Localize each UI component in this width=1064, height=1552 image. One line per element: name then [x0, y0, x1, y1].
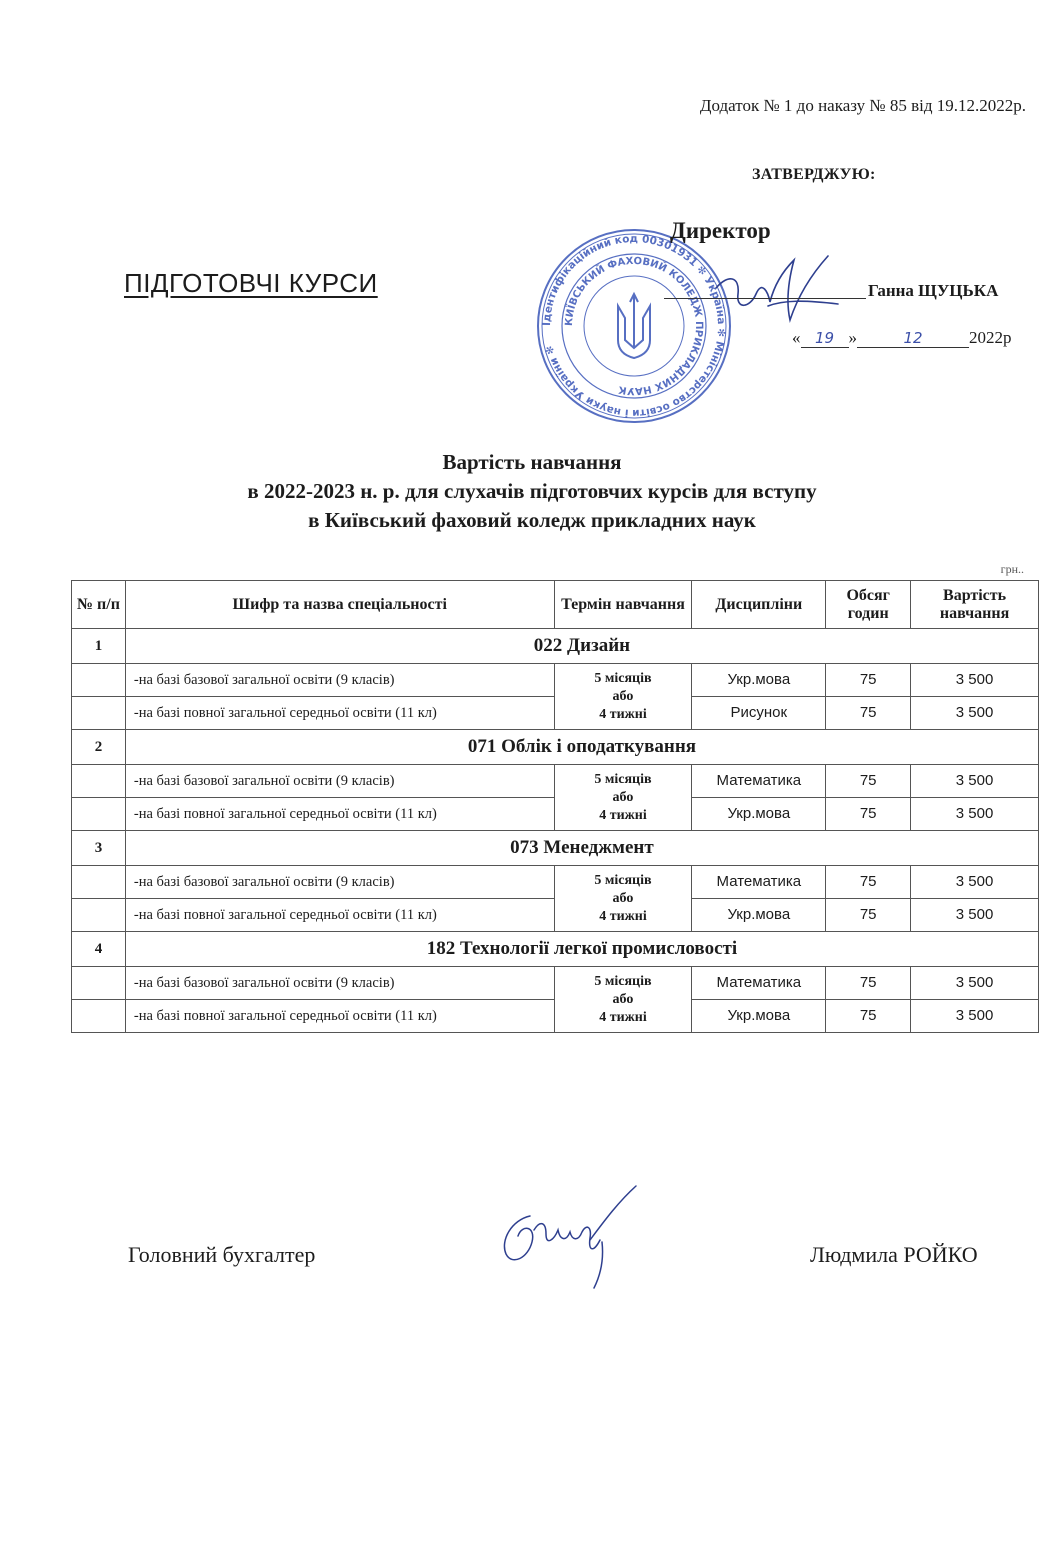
empty-cell	[72, 866, 126, 899]
specialty-row	[72, 932, 1039, 967]
title-line-2: в 2022-2023 н. р. для слухачів підготовчих курсів для вступу	[247, 479, 817, 503]
education-basis: -на базі базової загальної освіти (9 класів)	[125, 967, 554, 1000]
specialty-number: 1	[72, 629, 126, 664]
subject: Математика	[692, 866, 826, 899]
table-row	[72, 967, 1039, 1000]
table-row	[72, 664, 1039, 697]
education-basis: -на базі базової загальної освіти (9 класів)	[125, 866, 554, 899]
empty-cell	[72, 1000, 126, 1033]
specialty-name: 182 Технології легкої промисловості	[125, 932, 1038, 967]
education-basis: -на базі базової загальної освіти (9 класів)	[125, 664, 554, 697]
header-cost: Вартість навчання	[911, 581, 1039, 629]
specialty-number: 4	[72, 932, 126, 967]
term-line-2: або	[612, 890, 634, 906]
director-signature-line	[664, 298, 866, 299]
study-term	[554, 866, 692, 932]
term-line-1: 5 місяців	[594, 771, 652, 787]
term-line-3: 4 тижні	[599, 807, 647, 823]
specialty-name: 071 Облік і оподаткування	[125, 730, 1038, 765]
term-line-1: 5 місяців	[594, 872, 652, 888]
study-term	[554, 664, 692, 730]
specialty-row	[72, 730, 1039, 765]
date-year: 2022р	[969, 328, 1012, 347]
hours: 75	[826, 866, 911, 899]
cost: 3 500	[911, 1000, 1039, 1033]
accountant-signature	[482, 1180, 642, 1292]
education-basis: -на базі повної загальної середньої освіти (11 кл)	[125, 798, 554, 831]
hours: 75	[826, 1000, 911, 1033]
header-hours: Обсяг годин	[826, 581, 911, 629]
document-title	[0, 448, 1064, 535]
term-line-2: або	[612, 789, 634, 805]
study-term	[554, 765, 692, 831]
header-subjects: Дисципліни	[692, 581, 826, 629]
header-num: № п/п	[72, 581, 126, 629]
education-basis: -на базі повної загальної середньої освіти (11 кл)	[125, 899, 554, 932]
approval-label: ЗАТВЕРДЖУЮ:	[752, 166, 876, 183]
subject: Укр.мова	[692, 798, 826, 831]
official-stamp	[534, 226, 734, 426]
cost: 3 500	[911, 664, 1039, 697]
date-day: 19	[801, 329, 849, 348]
date-month: 12	[857, 329, 969, 348]
term-line-1: 5 місяців	[594, 973, 652, 989]
term-line-3: 4 тижні	[599, 908, 647, 924]
title-line-1: Вартість навчання	[442, 450, 622, 474]
courses-title: ПІДГОТОВЧІ КУРСИ	[124, 268, 378, 298]
accountant-name: Людмила РОЙКО	[810, 1242, 978, 1267]
header-term: Термін навчання	[554, 581, 692, 629]
specialty-name: 022 Дизайн	[125, 629, 1038, 664]
subject: Рисунок	[692, 697, 826, 730]
specialty-name: 073 Менеджмент	[125, 831, 1038, 866]
table-header-row	[72, 581, 1039, 629]
study-term	[554, 967, 692, 1033]
term-line-3: 4 тижні	[599, 706, 647, 722]
cost: 3 500	[911, 798, 1039, 831]
table-row	[72, 765, 1039, 798]
cost: 3 500	[911, 765, 1039, 798]
header-specialty: Шифр та назва спеціальності	[125, 581, 554, 629]
stamp-outer-text: Ідентифікаційний код 00301931 ✻ Україна ✻ Міністерство освіти і науки України ✻	[540, 232, 728, 420]
subject: Укр.мова	[692, 899, 826, 932]
hours: 75	[826, 899, 911, 932]
title-line-3: в Київський фаховий коледж прикладних наук	[308, 508, 756, 532]
empty-cell	[72, 664, 126, 697]
subject: Математика	[692, 967, 826, 1000]
hours: 75	[826, 798, 911, 831]
term-line-2: або	[612, 991, 634, 1007]
empty-cell	[72, 899, 126, 932]
specialty-number: 2	[72, 730, 126, 765]
specialty-row	[72, 629, 1039, 664]
stamp-inner-text: КИЇВСЬКИЙ ФАХОВИЙ КОЛЕДЖ ПРИКЛАДНИХ НАУК	[563, 255, 705, 397]
tuition-table	[71, 580, 1039, 1033]
term-line-2: або	[612, 688, 634, 704]
education-basis: -на базі повної загальної середньої освіти (11 кл)	[125, 697, 554, 730]
director-name: Ганна ЩУЦЬКА	[868, 281, 999, 300]
hours: 75	[826, 765, 911, 798]
specialty-number: 3	[72, 831, 126, 866]
subject: Укр.мова	[692, 664, 826, 697]
empty-cell	[72, 765, 126, 798]
accountant-title: Головний бухгалтер	[128, 1242, 316, 1267]
term-line-3: 4 тижні	[599, 1009, 647, 1025]
cost: 3 500	[911, 899, 1039, 932]
empty-cell	[72, 697, 126, 730]
cost: 3 500	[911, 967, 1039, 1000]
date-close-quote: »	[848, 328, 857, 347]
trident-emblem-icon	[618, 294, 650, 358]
term-line-1: 5 місяців	[594, 670, 652, 686]
hours: 75	[826, 697, 911, 730]
date-open-quote: «	[792, 328, 801, 347]
currency-unit: грн..	[1000, 562, 1024, 576]
hours: 75	[826, 967, 911, 1000]
cost: 3 500	[911, 697, 1039, 730]
subject: Укр.мова	[692, 1000, 826, 1033]
education-basis: -на базі повної загальної середньої освіти (11 кл)	[125, 1000, 554, 1033]
cost: 3 500	[911, 866, 1039, 899]
director-title: Директор	[670, 218, 771, 243]
specialty-row	[72, 831, 1039, 866]
table-row	[72, 866, 1039, 899]
hours: 75	[826, 664, 911, 697]
appendix-reference: Додаток № 1 до наказу № 85 від 19.12.2022р.	[699, 96, 1026, 115]
empty-cell	[72, 798, 126, 831]
empty-cell	[72, 967, 126, 1000]
subject: Математика	[692, 765, 826, 798]
education-basis: -на базі базової загальної освіти (9 класів)	[125, 765, 554, 798]
approval-date	[792, 328, 1012, 348]
